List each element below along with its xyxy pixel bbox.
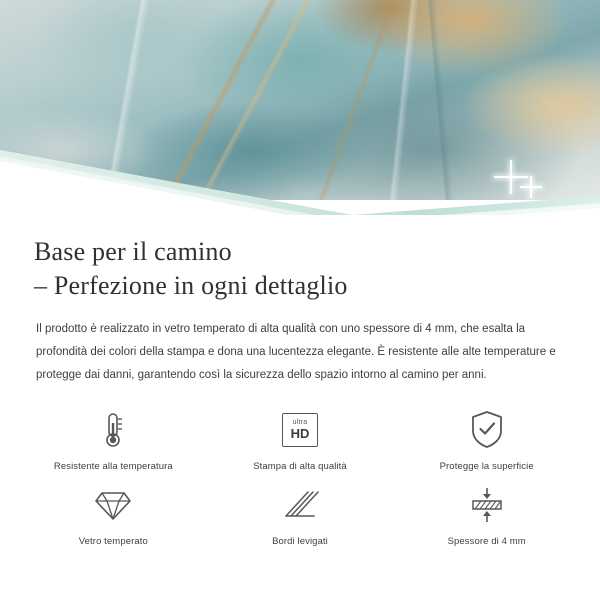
- shield-check-icon: [467, 407, 507, 453]
- page-title: [0, 215, 600, 304]
- feature-item: [20, 482, 207, 547]
- hero-image: [0, 0, 600, 215]
- feature-label: Vetro temperato: [78, 535, 148, 547]
- feature-item: [393, 407, 580, 472]
- feature-item: [207, 407, 394, 472]
- feature-label: Bordi levigati: [272, 535, 328, 547]
- feature-item: [207, 482, 394, 547]
- feature-label: Resistente alla temperatura: [53, 460, 173, 472]
- page-title-line-2: – Perfezione in ogni dettaglio: [34, 271, 348, 301]
- feature-label: Protegge la superficie: [439, 460, 534, 472]
- feature-label: Stampa di alta qualità: [253, 460, 347, 472]
- page-title-line-1: Base per il camino: [34, 237, 232, 266]
- ultra-hd-badge-top: ultra: [292, 419, 308, 427]
- feature-item: [393, 482, 580, 547]
- feature-grid: [0, 407, 600, 547]
- feature-label: Spessore di 4 mm: [447, 535, 526, 547]
- ultra-hd-icon: [282, 407, 318, 453]
- feature-item: [20, 407, 207, 472]
- diamond-icon: [92, 482, 134, 528]
- thermometer-icon: [93, 407, 133, 453]
- product-description-text: Il prodotto è realizzato in vetro temperato di alta qualità con uno spessore di 4 mm, che esalta la profondità dei colori della stampa e dona una lucentezza elegante. È resistente alle alte temperature e protegge dai danni, garantendo così la sicurezza dello spazio intorno al camino per anni.: [36, 322, 556, 381]
- thickness-arrows-icon: [465, 482, 509, 528]
- ultra-hd-badge-bottom: HD: [290, 426, 310, 442]
- polished-edges-icon: [278, 482, 322, 528]
